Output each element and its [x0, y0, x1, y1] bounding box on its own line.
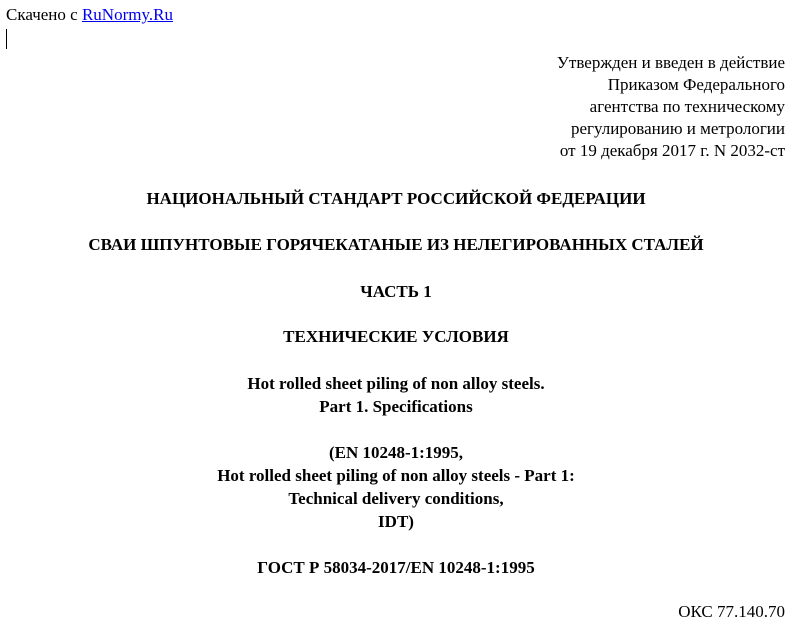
runormy-link[interactable]: RuNormy.Ru: [81, 5, 173, 24]
download-source-prefix: Скачено с: [6, 5, 78, 24]
part-heading: ЧАСТЬ 1: [360, 282, 432, 301]
approval-block: [557, 52, 785, 162]
conditions-heading: ТЕХНИЧЕСКИЕ УСЛОВИЯ: [283, 327, 509, 346]
approval-line-1: Утвержден и введен в действие: [556, 53, 785, 72]
english-title-line-1: Hot rolled sheet piling of non alloy steels.: [247, 374, 545, 393]
approval-line-2: Приказом Федерального: [607, 75, 785, 94]
standard-subject-heading: СВАИ ШПУНТОВЫЕ ГОРЯЧЕКАТАНЫЕ ИЗ НЕЛЕГИРОВАННЫХ СТАЛЕЙ: [88, 235, 704, 254]
download-source: [6, 5, 173, 25]
text-cursor: [6, 29, 7, 49]
national-standard-heading: НАЦИОНАЛЬНЫЙ СТАНДАРТ РОССИЙСКОЙ ФЕДЕРАЦИИ: [146, 189, 646, 208]
approval-line-5: от 19 декабря 2017 г. N 2032-ст: [559, 141, 785, 160]
okc-code: ОКС 77.140.70: [678, 602, 785, 621]
en-reference-line-4: IDT): [378, 512, 414, 531]
english-title-line-2: Part 1. Specifications: [319, 397, 473, 416]
approval-line-3: агентства по техническому: [589, 97, 785, 116]
en-reference-line-3: Technical delivery conditions,: [288, 489, 504, 508]
en-reference-line-2: Hot rolled sheet piling of non alloy steels - Part 1:: [217, 466, 575, 485]
en-reference-line-1: (EN 10248-1:1995,: [328, 443, 464, 462]
approval-line-4: регулированию и метрологии: [570, 119, 785, 138]
gost-number: ГОСТ Р 58034-2017/EN 10248-1:1995: [257, 558, 535, 577]
